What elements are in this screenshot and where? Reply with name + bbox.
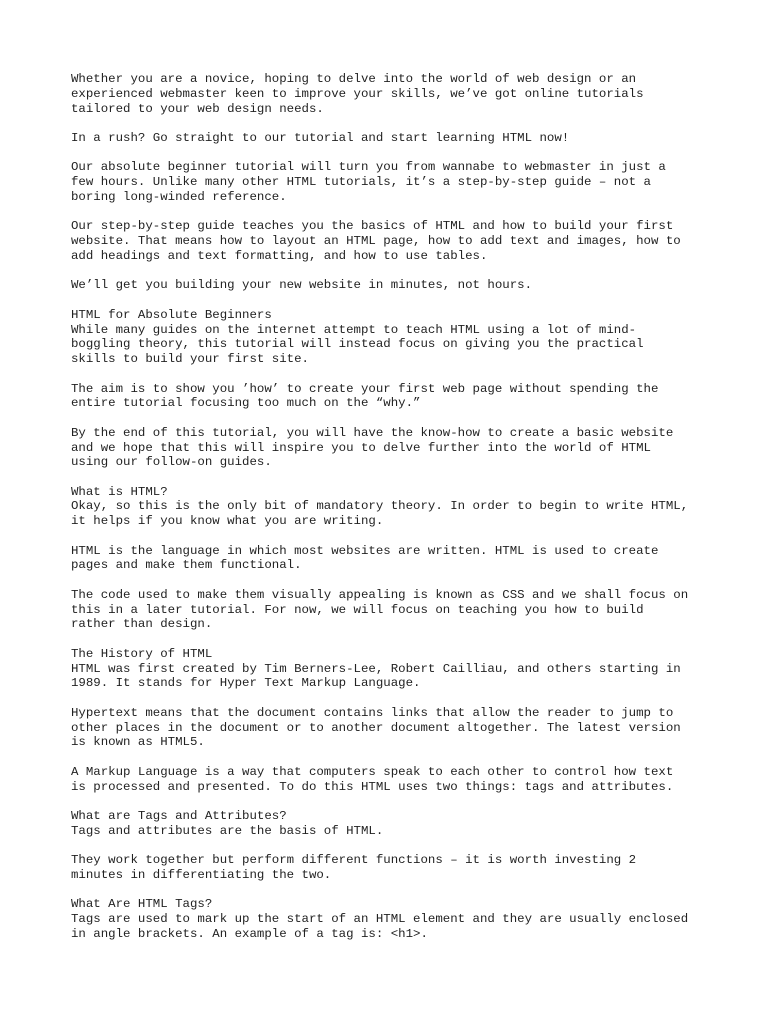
paragraph-text: We’ll get you building your new website in minutes, not hours. xyxy=(71,278,533,293)
paragraph xyxy=(71,219,711,263)
paragraph-text: Our step-by-step guide teaches you the basics of HTML and how to build your first website. That means how to layout an HTML page, how to add text and images, how to add headings and text formatting, and how to use tables. xyxy=(71,219,681,263)
paragraph-text: Our absolute beginner tutorial will turn you from wannabe to webmaster in just a few hours. Unlike many other HTML tutorials, it’s a step-by-step guide – not a boring long-winded reference. xyxy=(71,160,666,204)
section-heading: What is HTML? xyxy=(71,484,168,499)
paragraph xyxy=(71,160,711,204)
paragraph-text: A Markup Language is a way that computers speak to each other to control how text is processed and presented. To do this HTML uses two things: tags and attributes. xyxy=(71,764,674,794)
paragraph xyxy=(71,853,711,883)
paragraph-text: While many guides on the internet attempt to teach HTML using a lot of mind- boggling theory, this tutorial will instead focus on giving you the practical skills to build your first site. xyxy=(71,322,644,367)
paragraph-text: They work together but perform different functions – it is worth investing 2 minutes in differentiating the two. xyxy=(71,853,637,882)
paragraph xyxy=(71,706,711,750)
paragraph-text: Hypertext means that the document contains links that allow the reader to jump to other places in the document or to another document altogether. The latest version is known as HTML5. xyxy=(71,705,681,750)
paragraph xyxy=(71,544,711,574)
paragraph xyxy=(71,131,711,146)
paragraph xyxy=(71,897,711,941)
paragraph xyxy=(71,809,711,839)
section-heading: What Are HTML Tags? xyxy=(71,897,213,912)
paragraph-text: HTML is the language in which most websites are written. HTML is used to create pages and make them functional. xyxy=(71,543,659,573)
paragraph xyxy=(71,647,711,691)
paragraph xyxy=(71,382,711,412)
paragraph-text: Tags and attributes are the basis of HTML. xyxy=(71,823,384,838)
paragraph xyxy=(71,485,711,529)
section-heading: What are Tags and Attributes? xyxy=(71,809,287,823)
paragraph-text: The aim is to show you ’how’ to create your first web page without spending the entire tutorial focusing too much on the “why.” xyxy=(71,381,659,411)
paragraph xyxy=(71,308,711,367)
paragraph-text: The code used to make them visually appealing is known as CSS and we shall focus on this in a later tutorial. For now, we will focus on teaching you how to build rather than design. xyxy=(71,587,689,632)
paragraph-text: Whether you are a novice, hoping to delve into the world of web design or an experienced webmaster keen to improve your skills, we’ve got online tutorials tailored to your web design needs. xyxy=(71,72,644,116)
paragraph-text: In a rush? Go straight to our tutorial and start learning HTML now! xyxy=(71,130,570,145)
document-body xyxy=(71,72,711,956)
paragraph xyxy=(71,426,711,470)
paragraph-text: Tags are used to mark up the start of an HTML element and they are usually enclosed in angle brackets. An example of a tag is: <h1>. xyxy=(71,912,689,941)
section-heading: HTML for Absolute Beginners xyxy=(71,307,272,322)
section-heading: The History of HTML xyxy=(71,646,213,661)
paragraph-text: By the end of this tutorial, you will have the know-how to create a basic website and we hope that this will inspire you to delve further into the world of HTML using our follow-on guides. xyxy=(71,425,674,470)
paragraph-text: Okay, so this is the only bit of mandatory theory. In order to begin to write HTML, it helps if you know what you are writing. xyxy=(71,499,689,529)
paragraph xyxy=(71,765,711,795)
paragraph xyxy=(71,278,711,293)
paragraph-text: HTML was first created by Tim Berners-Lee, Robert Cailliau, and others starting in 1989. It stands for Hyper Text Markup Language. xyxy=(71,661,681,691)
paragraph xyxy=(71,588,711,632)
paragraph xyxy=(71,72,711,116)
